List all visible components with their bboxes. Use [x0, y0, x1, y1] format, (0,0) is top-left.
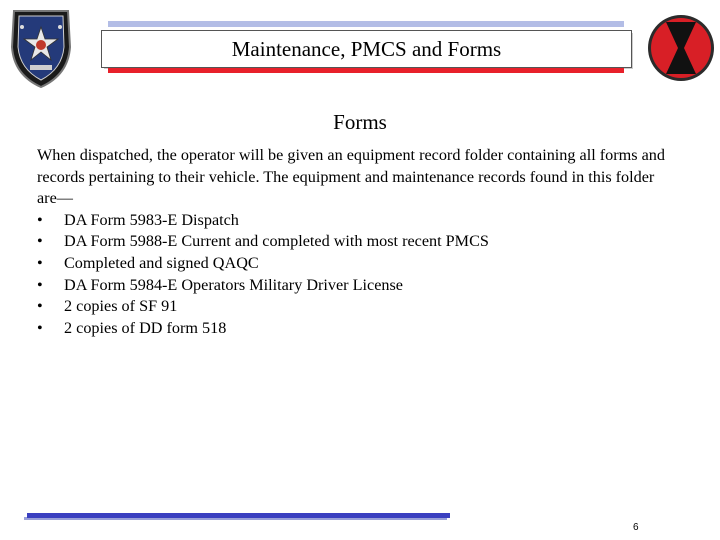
title-underline-bar	[108, 68, 624, 73]
unit-crest-icon	[8, 7, 74, 89]
bullet-glyph: •	[37, 297, 43, 316]
bullet-glyph: •	[37, 210, 43, 229]
slide-body	[37, 145, 677, 339]
bullet-glyph: •	[37, 275, 43, 294]
list-item	[37, 296, 677, 318]
bottom-decorative-bar	[27, 513, 450, 518]
bullet-glyph: •	[37, 232, 43, 251]
list-item-text: 2 copies of SF 91	[64, 297, 178, 316]
page-number: 6	[633, 522, 639, 533]
list-item	[37, 210, 677, 232]
list-item	[37, 253, 677, 275]
intro-paragraph: When dispatched, the operator will be given an equipment record folder containing all forms and records pertaining to their vehicle. The equipment and maintenance records found in this folder are—	[37, 146, 665, 208]
list-item-text: DA Form 5984-E Operators Military Driver License	[64, 275, 403, 294]
list-item-text: DA Form 5988-E Current and completed with most recent PMCS	[64, 232, 489, 251]
slide-title-text: Maintenance, PMCS and Forms	[231, 36, 502, 61]
hourglass-division-patch-icon	[646, 13, 716, 83]
forms-list	[37, 210, 677, 340]
list-item-text: DA Form 5983-E Dispatch	[64, 210, 239, 229]
list-item	[37, 275, 677, 297]
list-item-text: Completed and signed QAQC	[64, 253, 259, 272]
list-item	[37, 231, 677, 253]
slide-title	[101, 30, 632, 68]
bullet-glyph: •	[37, 253, 43, 272]
top-decorative-bar	[108, 21, 624, 27]
list-item-text: 2 copies of DD form 518	[64, 318, 227, 337]
section-heading: Forms	[333, 110, 387, 134]
bullet-glyph: •	[37, 318, 43, 337]
list-item	[37, 318, 677, 340]
